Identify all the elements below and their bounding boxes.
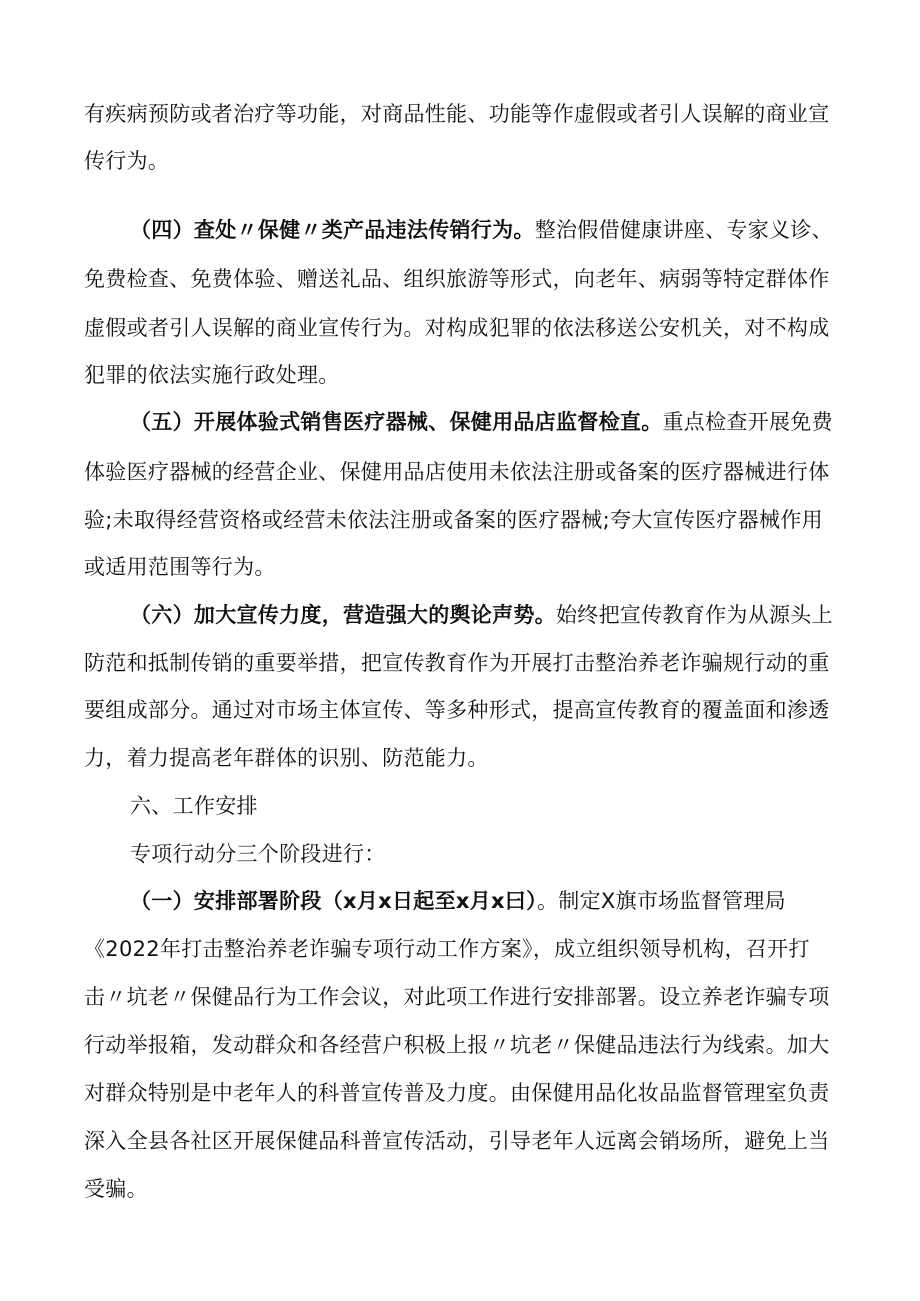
paragraph-line: 或适用范围等行为。	[84, 555, 276, 579]
paragraph-line	[130, 600, 833, 630]
section-heading-6: （六）加大宣传力度，营造强大的舆论声势。	[130, 603, 556, 627]
paragraph-line: 力，着力提高老年群体的识别、防范能力。	[84, 746, 489, 770]
section-heading-4: （四）查处〃保健〃类产品违法传销行为。	[130, 218, 535, 242]
paragraph-line	[130, 886, 786, 916]
paragraph-line: 免费检查、免费体验、赠送礼品、组织旅游等形式，向老年、病弱等特定群体作	[84, 267, 830, 291]
paragraph-line: 行动举报箱，发动群众和各经营户积极上报〃坑老〃保健品违法行为线索。加大	[84, 1033, 830, 1057]
paragraph-line: 有疾病预防或者治疗等功能，对商品性能、功能等作虚假或者引人误解的商业宣	[84, 102, 830, 126]
paragraph-line	[130, 407, 833, 437]
paragraph-line: 要组成部分。通过对市场主体宣传、等多种形式，提高宣传教育的覆盖面和渗透	[84, 698, 830, 722]
paragraph-line: 传行为。	[84, 149, 170, 173]
paragraph-text: 重点检查开展免费	[662, 410, 833, 434]
paragraph-line: 击〃坑老〃保健品行为工作会议，对此项工作进行安排部署。设立养老诈骗专项	[84, 985, 830, 1009]
paragraph-line: 防范和抵制传销的重要举措，把宣传教育作为开展打击整治养老诈骗规行动的重	[84, 651, 830, 675]
paragraph-line: 对群众特别是中老年人的科普宣传普及力度。由保健用品化妆品监督管理室负责	[84, 1081, 830, 1105]
paragraph-line: 专项行动分三个阶段进行：	[130, 842, 386, 866]
paragraph-line: 深入全县各社区开展保健品科普宣传活动，引导老年人远离会销场所，避免上当	[84, 1129, 830, 1153]
phase-heading-1: （一）安排部署阶段（x月x日起至x月x曰）	[130, 889, 537, 913]
section-heading-5: （五）开展体验式销售医疗器械、保健用品店监督检直。	[130, 410, 663, 434]
paragraph-text: 。制定X旗市场监督管理局	[536, 889, 786, 913]
section-title: 六、工作安排	[130, 794, 258, 818]
paragraph-line: 体验医疗器械的经营企业、保健用品店使用未依法注册或备案的医疗器械进行体	[84, 460, 830, 484]
paragraph-text: 整治假借健康讲座、专家义诊、	[534, 218, 833, 242]
paragraph-text: 始终把宣传教育作为从源头上	[556, 603, 833, 627]
paragraph-line	[130, 215, 833, 245]
paragraph-line: 验;未取得经营资格或经营未依法注册或备案的医疗器械;夸大宣传医疗器械作用	[84, 508, 823, 532]
paragraph-line: 虚假或者引人误解的商业宣传行为。对构成犯罪的依法移送公安机关，对不构成	[84, 316, 830, 340]
paragraph-line: 犯罪的依法实施行政处理。	[84, 363, 340, 387]
paragraph-line: 《2022年打击整治养老诈骗专项行动工作方案》，成立组织领导机构，召开打	[84, 937, 810, 961]
paragraph-line: 受骗。	[84, 1177, 148, 1201]
